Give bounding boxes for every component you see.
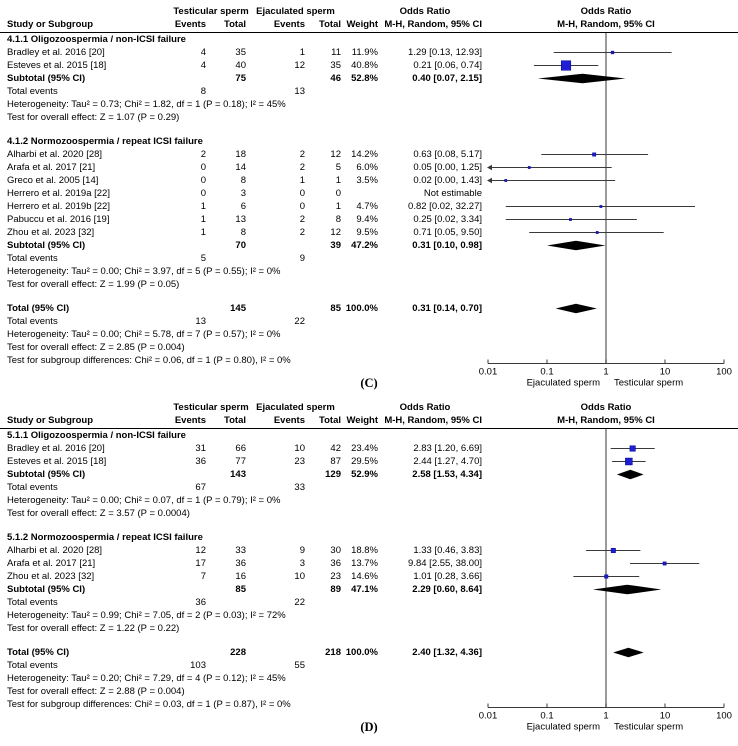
stats-note-row bbox=[0, 609, 738, 622]
panel-label: (D) bbox=[360, 720, 378, 734]
favours-left-label: Ejaculated sperm bbox=[526, 721, 600, 733]
total-testicular-cell: 36 bbox=[235, 558, 246, 569]
total-ejaculated-header: Total bbox=[319, 415, 341, 426]
total-events-row bbox=[0, 315, 738, 328]
total-events-label: Total events bbox=[7, 597, 58, 608]
study-name: Esteves et al. 2015 [18] bbox=[7, 60, 107, 71]
or-method-header: M-H, Random, 95% CI bbox=[384, 415, 482, 426]
stats-note-row bbox=[0, 111, 738, 124]
events-testicular-cell: 0 bbox=[200, 162, 206, 173]
stats-note: Test for overall effect: Z = 2.85 (P = 0.004) bbox=[7, 342, 185, 353]
total-ejaculated-cell: 42 bbox=[330, 443, 341, 454]
total-testicular-cell: 228 bbox=[230, 647, 246, 658]
events-ejaculated-cell: 2 bbox=[299, 227, 305, 238]
total-testicular-cell: 145 bbox=[230, 303, 246, 314]
events-testicular-cell: 0 bbox=[200, 175, 206, 186]
x-axis-tick-label: 10 bbox=[659, 366, 671, 378]
stats-note-row bbox=[0, 507, 738, 520]
column-header-row bbox=[0, 18, 738, 33]
total-testicular-cell: 40 bbox=[235, 60, 246, 71]
group-testicular-sperm-label: Testicular sperm bbox=[173, 6, 249, 17]
favours-right-label: Testicular sperm bbox=[614, 721, 684, 733]
subtotal-label: Subtotal (95% CI) bbox=[7, 240, 86, 251]
stats-note-row bbox=[0, 698, 738, 711]
total-testicular-cell: 33 bbox=[235, 545, 246, 556]
study-name: Bradley et al. 2016 [20] bbox=[7, 443, 105, 454]
or-ci-text: 0.25 [0.02, 3.34] bbox=[413, 214, 482, 225]
subtotal-row bbox=[0, 583, 738, 596]
total-ejaculated-cell: 1 bbox=[335, 201, 341, 212]
study-row bbox=[0, 442, 738, 455]
events-testicular-cell: 1 bbox=[200, 214, 206, 225]
events-ejaculated-header: Events bbox=[273, 415, 305, 426]
stats-note: Test for overall effect: Z = 1.99 (P = 0.05) bbox=[7, 279, 180, 290]
weight-cell: 100.0% bbox=[345, 647, 378, 658]
odds-ratio-plot-title: Odds Ratio bbox=[580, 6, 632, 17]
total-ejaculated-cell: 218 bbox=[325, 647, 341, 658]
events-ejaculated-cell: 0 bbox=[299, 188, 305, 199]
forest-panel-d bbox=[0, 402, 738, 736]
spacer-row bbox=[0, 635, 738, 646]
total-ejaculated-cell: 30 bbox=[330, 545, 341, 556]
x-axis-tick-label: 0.01 bbox=[478, 710, 498, 722]
weight-cell: 11.9% bbox=[351, 47, 378, 58]
subtotal-row bbox=[0, 239, 738, 252]
total-testicular-cell: 6 bbox=[240, 201, 246, 212]
weight-cell: 6.0% bbox=[356, 162, 378, 173]
or-ci-text: 2.83 [1.20, 6.69] bbox=[413, 443, 482, 454]
events-testicular-cell: 4 bbox=[200, 47, 206, 58]
events-ejaculated-cell: 1 bbox=[299, 175, 305, 186]
total-ejaculated-cell: 35 bbox=[330, 60, 341, 71]
stats-note-row bbox=[0, 685, 738, 698]
events-testicular-cell: 36 bbox=[195, 456, 206, 467]
total-events-label: Total events bbox=[7, 316, 58, 327]
total-events-testicular: 8 bbox=[200, 86, 206, 97]
total-ejaculated-cell: 12 bbox=[330, 227, 341, 238]
total-testicular-cell: 16 bbox=[235, 571, 246, 582]
total-testicular-cell: 18 bbox=[235, 149, 246, 160]
or-ci-text: 1.33 [0.46, 3.83] bbox=[413, 545, 482, 556]
subgroup-heading-row bbox=[0, 429, 738, 442]
stats-note-row bbox=[0, 278, 738, 291]
total-ejaculated-cell: 39 bbox=[330, 240, 341, 251]
total-testicular-cell: 8 bbox=[240, 175, 246, 186]
total-events-row bbox=[0, 659, 738, 672]
weight-cell: 47.1% bbox=[351, 584, 378, 595]
events-testicular-header: Events bbox=[174, 415, 206, 426]
or-ci-text: 0.21 [0.06, 0.74] bbox=[413, 60, 482, 71]
total-ejaculated-cell: 23 bbox=[330, 571, 341, 582]
study-or-subgroup-header: Study or Subgroup bbox=[7, 415, 94, 426]
total-events-testicular: 36 bbox=[195, 597, 206, 608]
subtotal-row bbox=[0, 468, 738, 481]
events-ejaculated-cell: 1 bbox=[299, 47, 305, 58]
subgroup-heading: 5.1.2 Normozoospermia / repeat ICSI failure bbox=[7, 532, 203, 543]
total-row bbox=[0, 646, 738, 659]
subgroup-heading-row bbox=[0, 33, 738, 46]
total-events-ejaculated: 9 bbox=[299, 253, 305, 264]
events-ejaculated-cell: 0 bbox=[299, 201, 305, 212]
weight-cell: 52.8% bbox=[351, 73, 378, 84]
total-ejaculated-cell: 36 bbox=[330, 558, 341, 569]
total-testicular-cell: 14 bbox=[235, 162, 246, 173]
odds-ratio-plot-title: Odds Ratio bbox=[580, 402, 632, 413]
events-testicular-cell: 31 bbox=[195, 443, 206, 454]
column-header-row bbox=[0, 414, 738, 429]
events-ejaculated-cell: 23 bbox=[294, 456, 305, 467]
group-ejaculated-sperm-label: Ejaculated sperm bbox=[256, 402, 335, 413]
total-events-testicular: 67 bbox=[195, 482, 206, 493]
total-events-ejaculated: 55 bbox=[294, 660, 305, 671]
or-ci-text: Not estimable bbox=[423, 188, 482, 199]
total-events-ejaculated: 22 bbox=[294, 316, 305, 327]
study-name: Greco et al. 2005 [14] bbox=[7, 175, 99, 186]
events-testicular-cell: 17 bbox=[195, 558, 206, 569]
events-ejaculated-cell: 2 bbox=[299, 149, 305, 160]
total-events-row bbox=[0, 596, 738, 609]
study-or-subgroup-header: Study or Subgroup bbox=[7, 19, 94, 30]
or-method-plot-header: M-H, Random, 95% CI bbox=[557, 415, 655, 426]
total-events-ejaculated: 13 bbox=[294, 86, 305, 97]
total-testicular-cell: 85 bbox=[235, 584, 246, 595]
events-ejaculated-cell: 3 bbox=[299, 558, 305, 569]
or-ci-text: 0.63 [0.08, 5.17] bbox=[413, 149, 482, 160]
weight-cell: 13.7% bbox=[351, 558, 378, 569]
stats-note-row bbox=[0, 265, 738, 278]
total-events-testicular: 5 bbox=[200, 253, 206, 264]
or-ci-text: 2.44 [1.27, 4.70] bbox=[413, 456, 482, 467]
stats-note-row bbox=[0, 354, 738, 367]
x-axis-tick-label: 100 bbox=[716, 366, 732, 378]
study-name: Arafa et al. 2017 [21] bbox=[7, 558, 96, 569]
or-method-plot-header: M-H, Random, 95% CI bbox=[557, 19, 655, 30]
study-row bbox=[0, 455, 738, 468]
subgroup-heading-row bbox=[0, 135, 738, 148]
or-ci-text: 0.71 [0.05, 9.50] bbox=[413, 227, 482, 238]
total-testicular-cell: 8 bbox=[240, 227, 246, 238]
stats-note-row bbox=[0, 622, 738, 635]
total-ejaculated-cell: 87 bbox=[330, 456, 341, 467]
study-name: Zhou et al. 2023 [32] bbox=[7, 227, 95, 238]
stats-note: Heterogeneity: Tau² = 0.00; Chi² = 3.97, df = 5 (P = 0.55); I² = 0% bbox=[7, 266, 281, 277]
stats-note: Test for overall effect: Z = 1.22 (P = 0.22) bbox=[7, 623, 180, 634]
total-row bbox=[0, 302, 738, 315]
favours-left-label: Ejaculated sperm bbox=[526, 377, 600, 389]
or-ci-text: 0.40 [0.07, 2.15] bbox=[412, 73, 482, 84]
study-name: Bradley et al. 2016 [20] bbox=[7, 47, 105, 58]
weight-cell: 14.6% bbox=[351, 571, 378, 582]
forest-panel-c bbox=[0, 6, 738, 392]
total-ejaculated-cell: 5 bbox=[335, 162, 341, 173]
total-ejaculated-cell: 11 bbox=[331, 47, 341, 58]
total-testicular-cell: 13 bbox=[235, 214, 246, 225]
study-row bbox=[0, 161, 738, 174]
or-ci-text: 0.31 [0.14, 0.70] bbox=[412, 303, 482, 314]
stats-note-row bbox=[0, 494, 738, 507]
or-method-header: M-H, Random, 95% CI bbox=[384, 19, 482, 30]
study-row bbox=[0, 148, 738, 161]
subgroup-heading: 4.1.1 Oligozoospermia / non-ICSI failure bbox=[7, 34, 186, 45]
favours-right-label: Testicular sperm bbox=[614, 377, 684, 389]
total-testicular-cell: 77 bbox=[235, 456, 246, 467]
study-row bbox=[0, 200, 738, 213]
total-testicular-cell: 70 bbox=[235, 240, 246, 251]
total-events-testicular: 103 bbox=[190, 660, 206, 671]
study-row bbox=[0, 174, 738, 187]
column-group-header-row bbox=[0, 6, 738, 18]
spacer-row bbox=[0, 291, 738, 302]
stats-note: Heterogeneity: Tau² = 0.73; Chi² = 1.82, df = 1 (P = 0.18); I² = 45% bbox=[7, 99, 286, 110]
or-ci-text: 2.58 [1.53, 4.34] bbox=[412, 469, 482, 480]
weight-cell: 9.5% bbox=[356, 227, 378, 238]
subtotal-label: Subtotal (95% CI) bbox=[7, 584, 86, 595]
study-row bbox=[0, 213, 738, 226]
or-ci-text: 0.02 [0.00, 1.43] bbox=[413, 175, 482, 186]
stats-note: Test for subgroup differences: Chi² = 0.03, df = 1 (P = 0.87), I² = 0% bbox=[7, 699, 291, 710]
total-events-label: Total events bbox=[7, 253, 58, 264]
events-ejaculated-cell: 10 bbox=[294, 443, 305, 454]
subtotal-row bbox=[0, 72, 738, 85]
odds-ratio-column-title: Odds Ratio bbox=[399, 402, 451, 413]
total-label: Total (95% CI) bbox=[7, 303, 70, 314]
or-ci-text: 0.82 [0.02, 32.27] bbox=[408, 201, 482, 212]
weight-cell: 3.5% bbox=[356, 175, 378, 186]
events-testicular-cell: 1 bbox=[200, 201, 206, 212]
group-testicular-sperm-label: Testicular sperm bbox=[173, 402, 249, 413]
weight-cell: 40.8% bbox=[351, 60, 378, 71]
stats-note: Heterogeneity: Tau² = 0.99; Chi² = 7.05, df = 2 (P = 0.03); I² = 72% bbox=[7, 610, 286, 621]
weight-cell: 100.0% bbox=[345, 303, 378, 314]
total-ejaculated-cell: 46 bbox=[330, 73, 341, 84]
stats-note-row bbox=[0, 672, 738, 685]
events-testicular-cell: 0 bbox=[200, 188, 206, 199]
x-axis-tick-label: 10 bbox=[659, 710, 671, 722]
study-row bbox=[0, 557, 738, 570]
subgroup-heading-row bbox=[0, 531, 738, 544]
events-ejaculated-cell: 2 bbox=[299, 214, 305, 225]
stats-note-row bbox=[0, 98, 738, 111]
total-events-ejaculated: 22 bbox=[294, 597, 305, 608]
or-ci-text: 0.05 [0.00, 1.25] bbox=[413, 162, 482, 173]
events-testicular-cell: 7 bbox=[200, 571, 206, 582]
x-axis-tick-label: 0.01 bbox=[478, 366, 498, 378]
or-ci-text: 2.40 [1.32, 4.36] bbox=[412, 647, 482, 658]
stats-note: Test for overall effect: Z = 1.07 (P = 0.29) bbox=[7, 112, 180, 123]
total-testicular-header: Total bbox=[224, 415, 246, 426]
study-name: Esteves et al. 2015 [18] bbox=[7, 456, 107, 467]
subtotal-label: Subtotal (95% CI) bbox=[7, 469, 86, 480]
stats-note: Test for subgroup differences: Chi² = 0.06, df = 1 (P = 0.80), I² = 0% bbox=[7, 355, 291, 366]
total-testicular-header: Total bbox=[224, 19, 246, 30]
events-ejaculated-cell: 10 bbox=[294, 571, 305, 582]
study-name: Herrero et al. 2019a [22] bbox=[7, 188, 110, 199]
total-ejaculated-cell: 85 bbox=[330, 303, 341, 314]
subgroup-heading: 5.1.1 Oligozoospermia / non-ICSI failure bbox=[7, 430, 186, 441]
or-ci-text: 2.29 [0.60, 8.64] bbox=[412, 584, 482, 595]
total-testicular-cell: 35 bbox=[235, 47, 246, 58]
total-events-row bbox=[0, 85, 738, 98]
column-group-header-row bbox=[0, 402, 738, 414]
x-axis-tick-label: 0.1 bbox=[540, 710, 554, 722]
study-name: Arafa et al. 2017 [21] bbox=[7, 162, 96, 173]
weight-cell: 4.7% bbox=[356, 201, 378, 212]
spacer-row bbox=[0, 124, 738, 135]
events-testicular-cell: 1 bbox=[200, 227, 206, 238]
or-ci-text: 1.01 [0.28, 3.66] bbox=[413, 571, 482, 582]
events-testicular-cell: 12 bbox=[195, 545, 206, 556]
weight-cell: 14.2% bbox=[351, 149, 378, 160]
study-row bbox=[0, 570, 738, 583]
events-ejaculated-cell: 12 bbox=[294, 60, 305, 71]
events-testicular-cell: 4 bbox=[200, 60, 206, 71]
events-testicular-cell: 2 bbox=[200, 149, 206, 160]
study-row bbox=[0, 226, 738, 239]
weight-header: Weight bbox=[346, 19, 378, 30]
total-ejaculated-cell: 8 bbox=[335, 214, 341, 225]
total-events-row bbox=[0, 252, 738, 265]
total-testicular-cell: 3 bbox=[240, 188, 246, 199]
study-row bbox=[0, 187, 738, 200]
events-testicular-header: Events bbox=[174, 19, 206, 30]
stats-note: Heterogeneity: Tau² = 0.20; Chi² = 7.29, df = 4 (P = 0.12); I² = 45% bbox=[7, 673, 286, 684]
x-axis-tick-label: 1 bbox=[603, 366, 609, 378]
weight-cell: 29.5% bbox=[351, 456, 378, 467]
events-ejaculated-cell: 9 bbox=[299, 545, 305, 556]
stats-note-row bbox=[0, 328, 738, 341]
total-events-label: Total events bbox=[7, 660, 58, 671]
total-events-ejaculated: 33 bbox=[294, 482, 305, 493]
total-ejaculated-cell: 129 bbox=[325, 469, 341, 480]
total-testicular-cell: 75 bbox=[235, 73, 246, 84]
study-row bbox=[0, 59, 738, 72]
spacer-row bbox=[0, 520, 738, 531]
total-events-label: Total events bbox=[7, 482, 58, 493]
stats-note: Heterogeneity: Tau² = 0.00; Chi² = 5.78, df = 7 (P = 0.57); I² = 0% bbox=[7, 329, 281, 340]
total-testicular-cell: 143 bbox=[230, 469, 246, 480]
events-ejaculated-cell: 2 bbox=[299, 162, 305, 173]
total-events-testicular: 13 bbox=[195, 316, 206, 327]
group-ejaculated-sperm-label: Ejaculated sperm bbox=[256, 6, 335, 17]
total-events-label: Total events bbox=[7, 86, 58, 97]
weight-cell: 9.4% bbox=[356, 214, 378, 225]
weight-header: Weight bbox=[346, 415, 378, 426]
or-ci-text: 9.84 [2.55, 38.00] bbox=[408, 558, 482, 569]
study-name: Alharbi et al. 2020 [28] bbox=[7, 149, 103, 160]
study-name: Pabuccu et al. 2016 [19] bbox=[7, 214, 110, 225]
total-ejaculated-cell: 1 bbox=[335, 175, 341, 186]
total-ejaculated-cell: 12 bbox=[330, 149, 341, 160]
study-row bbox=[0, 544, 738, 557]
weight-cell: 47.2% bbox=[351, 240, 378, 251]
odds-ratio-column-title: Odds Ratio bbox=[399, 6, 451, 17]
stats-note: Test for overall effect: Z = 3.57 (P = 0.0004) bbox=[7, 508, 190, 519]
or-ci-text: 0.31 [0.10, 0.98] bbox=[412, 240, 482, 251]
weight-cell: 23.4% bbox=[351, 443, 378, 454]
x-axis-tick-label: 0.1 bbox=[540, 366, 554, 378]
x-axis-tick-label: 100 bbox=[716, 710, 732, 722]
study-row bbox=[0, 46, 738, 59]
total-testicular-cell: 66 bbox=[235, 443, 246, 454]
total-events-row bbox=[0, 481, 738, 494]
events-ejaculated-header: Events bbox=[273, 19, 305, 30]
stats-note: Test for overall effect: Z = 2.88 (P = 0.004) bbox=[7, 686, 185, 697]
study-name: Herrero et al. 2019b [22] bbox=[7, 201, 110, 212]
total-ejaculated-cell: 0 bbox=[335, 188, 341, 199]
weight-cell: 52.9% bbox=[351, 469, 378, 480]
total-ejaculated-header: Total bbox=[319, 19, 341, 30]
study-name: Zhou et al. 2023 [32] bbox=[7, 571, 95, 582]
panel-label: (C) bbox=[360, 376, 378, 390]
stats-note: Heterogeneity: Tau² = 0.00; Chi² = 0.07, df = 1 (P = 0.79); I² = 0% bbox=[7, 495, 281, 506]
total-ejaculated-cell: 89 bbox=[330, 584, 341, 595]
total-label: Total (95% CI) bbox=[7, 647, 70, 658]
or-ci-text: 1.29 [0.13, 12.93] bbox=[408, 47, 482, 58]
subgroup-heading: 4.1.2 Normozoospermia / repeat ICSI failure bbox=[7, 136, 203, 147]
study-name: Alharbi et al. 2020 [28] bbox=[7, 545, 103, 556]
weight-cell: 18.8% bbox=[351, 545, 378, 556]
subtotal-label: Subtotal (95% CI) bbox=[7, 73, 86, 84]
x-axis-tick-label: 1 bbox=[603, 710, 609, 722]
stats-note-row bbox=[0, 341, 738, 354]
